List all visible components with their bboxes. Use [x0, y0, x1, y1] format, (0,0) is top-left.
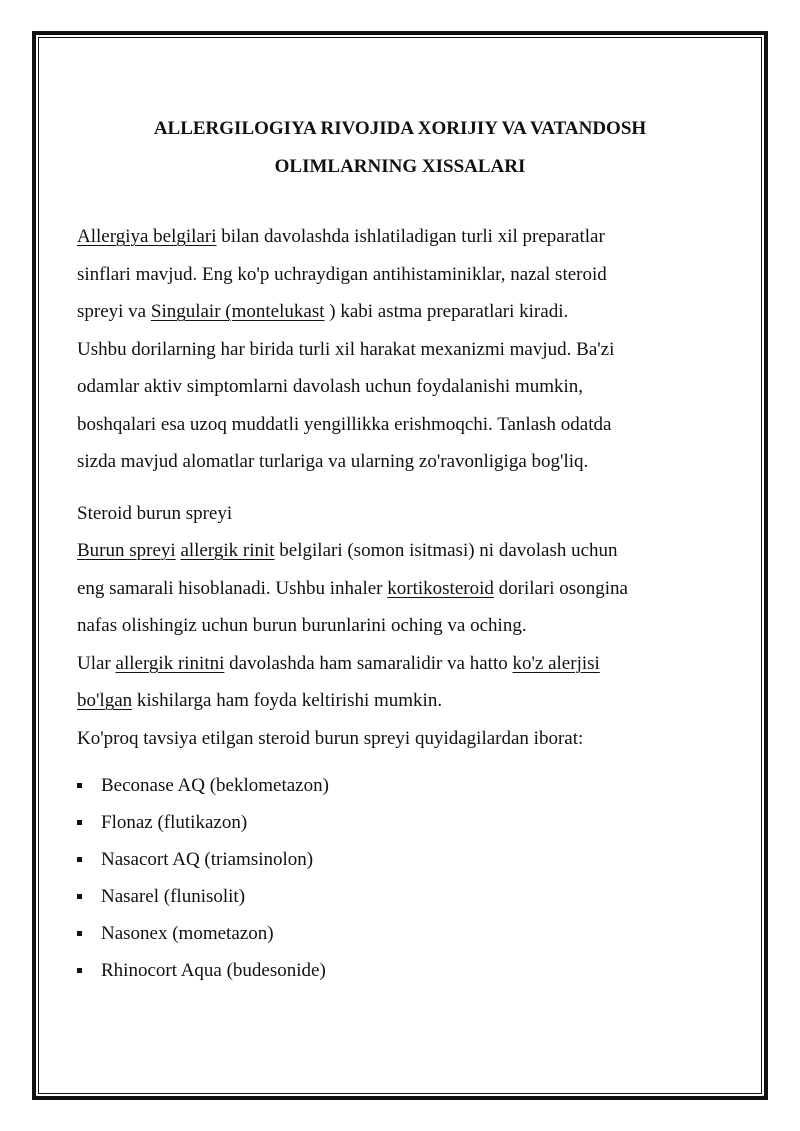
square-bullet-icon	[77, 931, 82, 936]
square-bullet-icon	[77, 857, 82, 862]
square-bullet-icon	[77, 820, 82, 825]
list-item: Flonaz (flutikazon)	[77, 804, 727, 841]
title-line-2: OLIMLARNING XISSALARI	[274, 156, 526, 177]
title-line-1: ALLERGILOGIYA RIVOJIDA XORIJIY VA VATANDOSH	[153, 118, 647, 139]
square-bullet-icon	[77, 783, 82, 788]
link-allergiya-belgilari[interactable]: Allergiya belgilari	[77, 226, 217, 247]
list-item: Rhinocort Aqua (budesonide)	[77, 952, 727, 989]
list-item: Beconase AQ (beklometazon)	[77, 767, 727, 804]
spray-list	[77, 767, 727, 989]
list-item: Nasonex (mometazon)	[77, 915, 727, 952]
list-item: Nasacort AQ (triamsinolon)	[77, 841, 727, 878]
link-singulair[interactable]: Singulair (montelukast	[150, 301, 325, 322]
page-title	[78, 110, 722, 186]
document-body	[77, 218, 727, 989]
square-bullet-icon	[77, 968, 82, 973]
link-bolgan[interactable]: bo'lgan	[77, 690, 133, 711]
link-allergik-rinitni[interactable]: allergik rinitni	[115, 652, 225, 674]
link-burun-spreyi[interactable]: Burun spreyi	[77, 540, 176, 561]
square-bullet-icon	[77, 894, 82, 899]
link-koz-alerjisi[interactable]: ko'z alerjisi	[512, 652, 600, 674]
list-item: Nasarel (flunisolit)	[77, 878, 727, 915]
steroid-section: Steroid burun spreyi Burun spreyi allergik rinit belgilari (somon isitmasi) ni davolash uchun eng samarali hisoblanadi. Ushbu inhaler kortikosteroid dorilari osongina nafas olishingiz uchun burun burunlarini oching va oching. Ular allergik rinitni davolashda ham samaralidir va hatto ko'z alerjisi bo'lgan kishilarga ham foyda keltirishi mumkin. Ko'proq tavsiya etilgan steroid burun spreyi quyidagilardan iborat:	[77, 495, 727, 758]
intro-paragraph: Allergiya belgilari bilan davolashda ishlatiladigan turli xil preparatlar sinflari mavjud. Eng ko'p uchraydigan antihistaminiklar, nazal steroid spreyi va Singulair (montelukast ) kabi astma preparatlari kiradi. Ushbu dorilarning har birida turli xil harakat mexanizmi mavjud. Ba'zi odamlar aktiv simptomlarni davolash uchun foydalanishi mumkin, boshqalari esa uzoq muddatli yengillikka erishmoqchi. Tanlash odatda sizda mavjud alomatlar turlariga va ularning zo'ravonligiga bog'liq.	[77, 226, 615, 472]
section-heading: Steroid burun spreyi	[77, 502, 233, 524]
link-kortikosteroid[interactable]: kortikosteroid	[387, 577, 494, 599]
link-allergik-rinit[interactable]: allergik rinit	[180, 540, 275, 561]
